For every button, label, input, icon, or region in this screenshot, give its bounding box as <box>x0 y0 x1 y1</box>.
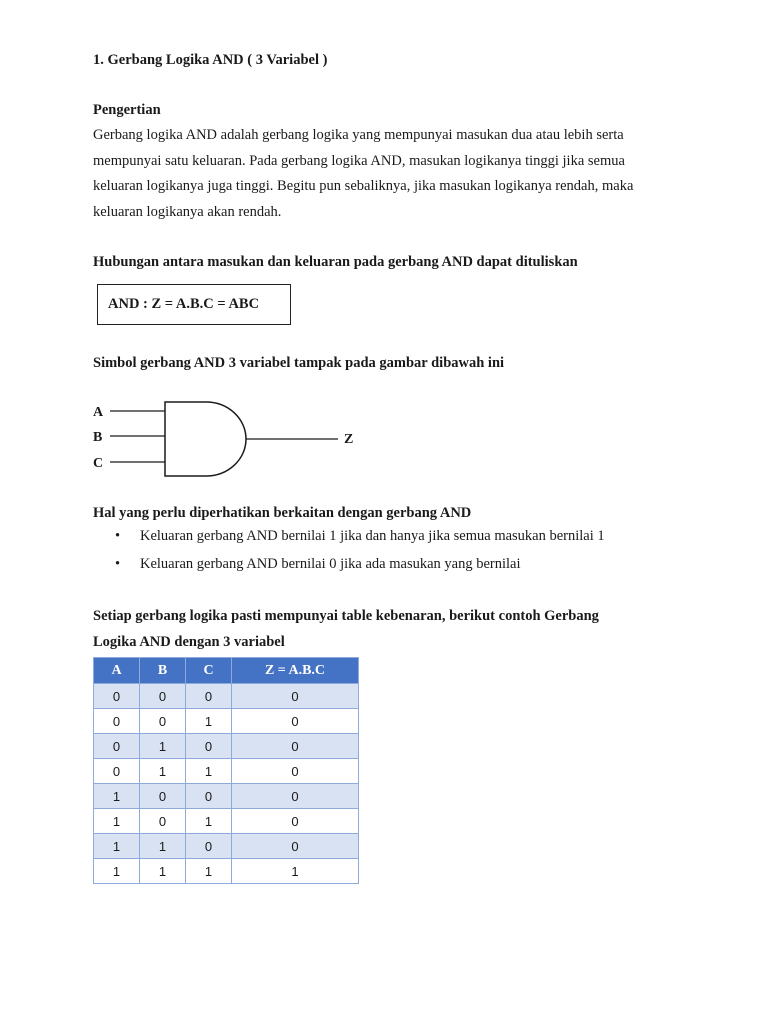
truth-table <box>93 657 359 884</box>
table-row <box>94 859 359 884</box>
bullet: • <box>115 556 121 572</box>
truth-table-title-line-2: Logika AND dengan 3 variabel <box>93 634 285 650</box>
definition-line-4: keluaran logikanya akan rendah. <box>93 204 282 220</box>
input-label-a: A <box>93 405 104 420</box>
symbol-title: Simbol gerbang AND 3 variabel tampak pada gambar dibawah ini <box>93 355 505 371</box>
bullet: • <box>115 528 121 544</box>
header-b: B <box>140 658 186 684</box>
notes-list <box>93 527 605 583</box>
table-cell: 0 <box>232 784 359 809</box>
table-cell: 1 <box>186 759 232 784</box>
table-row <box>94 734 359 759</box>
table-cell: 1 <box>186 709 232 734</box>
document-heading: 1. Gerbang Logika AND ( 3 Variabel ) <box>93 52 328 68</box>
formula-box <box>97 284 291 325</box>
table-cell: 1 <box>186 859 232 884</box>
table-cell: 1 <box>140 759 186 784</box>
table-cell: 0 <box>186 734 232 759</box>
table-cell: 1 <box>94 834 140 859</box>
relation-title: Hubungan antara masukan dan keluaran pada gerbang AND dapat dituliskan <box>93 254 578 270</box>
table-cell: 0 <box>232 834 359 859</box>
table-cell: 0 <box>186 834 232 859</box>
table-header-row <box>94 658 359 684</box>
definition-line-2: mempunyai satu keluaran. Pada gerbang logika AND, masukan logikanya tinggi jika semua <box>93 153 625 169</box>
table-cell: 0 <box>140 684 186 709</box>
table-cell: 1 <box>94 784 140 809</box>
and-gate-body <box>165 402 246 476</box>
table-cell: 0 <box>232 684 359 709</box>
list-item <box>93 527 605 555</box>
table-cell: 0 <box>140 784 186 809</box>
note-text: Keluaran gerbang AND bernilai 0 jika ada masukan yang bernilai <box>140 556 521 572</box>
formula-text: AND : Z = A.B.C = ABC <box>108 296 260 312</box>
table-cell: 0 <box>232 709 359 734</box>
table-cell: 0 <box>94 759 140 784</box>
table-cell: 0 <box>186 784 232 809</box>
definition-title: Pengertian <box>93 102 161 118</box>
table-cell: 0 <box>94 684 140 709</box>
table-row <box>94 784 359 809</box>
table-cell: 0 <box>232 809 359 834</box>
truth-table-title-line-1: Setiap gerbang logika pasti mempunyai table kebenaran, berikut contoh Gerbang <box>93 608 599 624</box>
table-row <box>94 834 359 859</box>
table-cell: 1 <box>140 734 186 759</box>
definition-line-3: keluaran logikanya juga tinggi. Begitu pun sebaliknya, jika masukan logikanya rendah, maka <box>93 178 634 194</box>
table-cell: 0 <box>186 684 232 709</box>
table-row <box>94 809 359 834</box>
input-label-c: C <box>93 456 104 471</box>
table-cell: 1 <box>140 834 186 859</box>
note-text: Keluaran gerbang AND bernilai 1 jika dan hanya jika semua masukan bernilai 1 <box>140 528 605 544</box>
table-row <box>94 709 359 734</box>
table-cell: 1 <box>140 859 186 884</box>
table-cell: 0 <box>140 809 186 834</box>
list-item <box>93 555 605 583</box>
table-cell: 1 <box>232 859 359 884</box>
table-cell: 0 <box>232 759 359 784</box>
table-row <box>94 759 359 784</box>
table-cell: 0 <box>94 709 140 734</box>
notes-title: Hal yang perlu diperhatikan berkaitan dengan gerbang AND <box>93 505 472 521</box>
input-label-b: B <box>93 430 103 445</box>
definition-line-1: Gerbang logika AND adalah gerbang logika yang mempunyai masukan dua atau lebih serta <box>93 127 624 143</box>
header-c: C <box>186 658 232 684</box>
table-cell: 0 <box>140 709 186 734</box>
table-cell: 1 <box>186 809 232 834</box>
table-cell: 0 <box>232 734 359 759</box>
header-a: A <box>94 658 140 684</box>
output-label-z: Z <box>344 432 354 447</box>
table-cell: 1 <box>94 859 140 884</box>
header-z: Z = A.B.C <box>232 658 359 684</box>
table-cell: 0 <box>94 734 140 759</box>
table-cell: 1 <box>94 809 140 834</box>
and-gate-diagram <box>88 396 368 482</box>
table-row <box>94 684 359 709</box>
